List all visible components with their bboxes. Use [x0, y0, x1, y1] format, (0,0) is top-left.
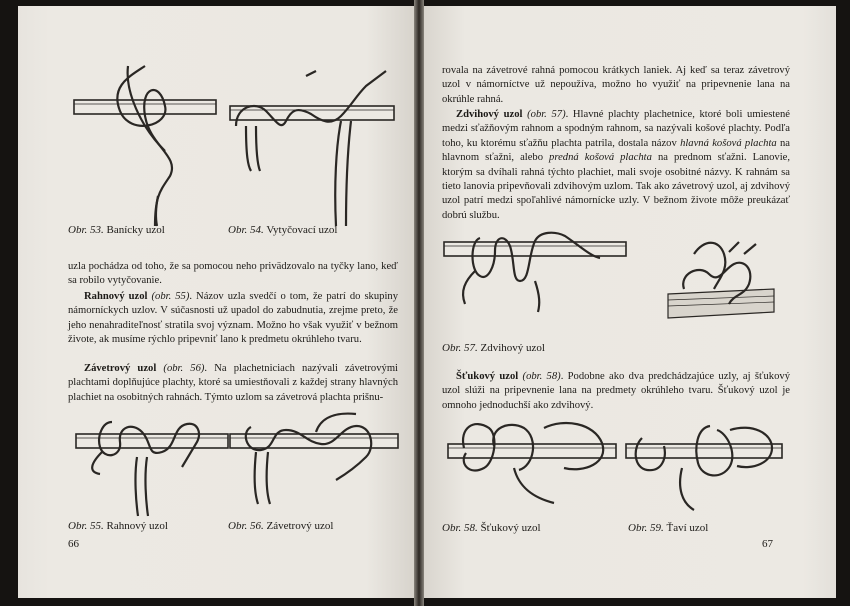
- right-page: [424, 6, 836, 598]
- paragraph-rahnovy: Rahnový uzol (obr. 55). Názov uzla svedčí o tom, že patrí do skupiny námorníckych uzlov. V súčasnosti už upadol do zabudnutia, zrejme preto, že jeho nenahraditeľnosť stratila svoj význam. Možno ho však využiť v bežnom živote, ak musíme rýchlo pripevniť lano k predmetu okrúhleho tvaru.: [68, 291, 398, 346]
- page-number-right: 67: [762, 538, 773, 550]
- figure-caption-53: Obr. 53. Banícky uzol: [68, 224, 165, 236]
- knot-illustration-57-bollard: [664, 234, 774, 326]
- knot-illustration-56: [226, 412, 402, 516]
- page-number-left: 66: [68, 538, 79, 550]
- knot-illustration-54: [226, 66, 398, 226]
- knot-illustration-55: [72, 412, 232, 516]
- figure-caption-58: Obr. 58. Šťukový uzol: [442, 522, 541, 534]
- knot-illustration-59: [622, 418, 786, 518]
- figure-caption-54: Obr. 54. Vytyčovací uzol: [228, 224, 338, 236]
- paragraph-vytycovaci-end: uzla pochádza od toho, že sa pomocou neho privädzovalo na tyčky lano, keď sa robilo vytyčovanie.: [68, 261, 398, 287]
- book-gutter: [414, 0, 424, 606]
- left-page: [18, 6, 414, 598]
- figure-caption-57: Obr. 57. Zdvihový uzol: [442, 342, 545, 354]
- figure-caption-59: Obr. 59. Ťaví uzol: [628, 522, 709, 534]
- paragraph-stukovy: Šťukový uzol (obr. 58). Podobne ako dva predchádzajúce uzly, aj šťukový uzol slúži na pripevnenie lana na predmety okrúhleho tvaru. Šťukový uzol je omnoho jednoduchší ako zdvihový.: [442, 371, 790, 411]
- knot-illustration-57: [440, 226, 630, 312]
- knot-illustration-53: [70, 66, 220, 226]
- knot-illustration-58: [444, 418, 620, 518]
- paragraph-zdvihovy: Zdvihový uzol (obr. 57). Hlavné plachty plachetnice, ktoré boli umiestené medzi sťažňovým rahnom a spodným rahnom, sa nazývali košové plachty. Podľa toho, ku ktorému sťažňu plachta patrila, dostala názov hlavná košová plachta na hlavnom sťažni, alebo predná košová plachta na prednom sťažni. Lanovie, ktorým sa dvíhali rahná týchto plachiet, mali svoje osobitné názvy. K rahnám sa tieto lanovia pripevňovali zdvihovým uzlom. Tak ako závetrový uzol, aj zdvihový uzol patrí medzi spoľahlivé námornícke uzly. V bežnom živote môže preukázať dobrú službu.: [442, 109, 791, 221]
- paragraph-zavetrovy-end: rovala na závetrové rahná pomocou krátkych laniek. Aj keď sa teraz závetrový uzol v námorníctve už nepoužíva, možno ho využiť na pripevnenie lana na okrúhle rahná.: [442, 65, 790, 105]
- paragraph-zavetrovy: Závetrový uzol (obr. 56). Na plachetniciach nazývali závetrovými plachtami doplňujúce plachty, ktoré sa umiestňovali z každej strany hlavných plachiet na osobitných rahnách. Týmto uzlom sa závetrová plachta prišnu-: [68, 363, 399, 403]
- figure-caption-55: Obr. 55. Rahnový uzol: [68, 520, 168, 532]
- figure-caption-56: Obr. 56. Závetrový uzol: [228, 520, 334, 532]
